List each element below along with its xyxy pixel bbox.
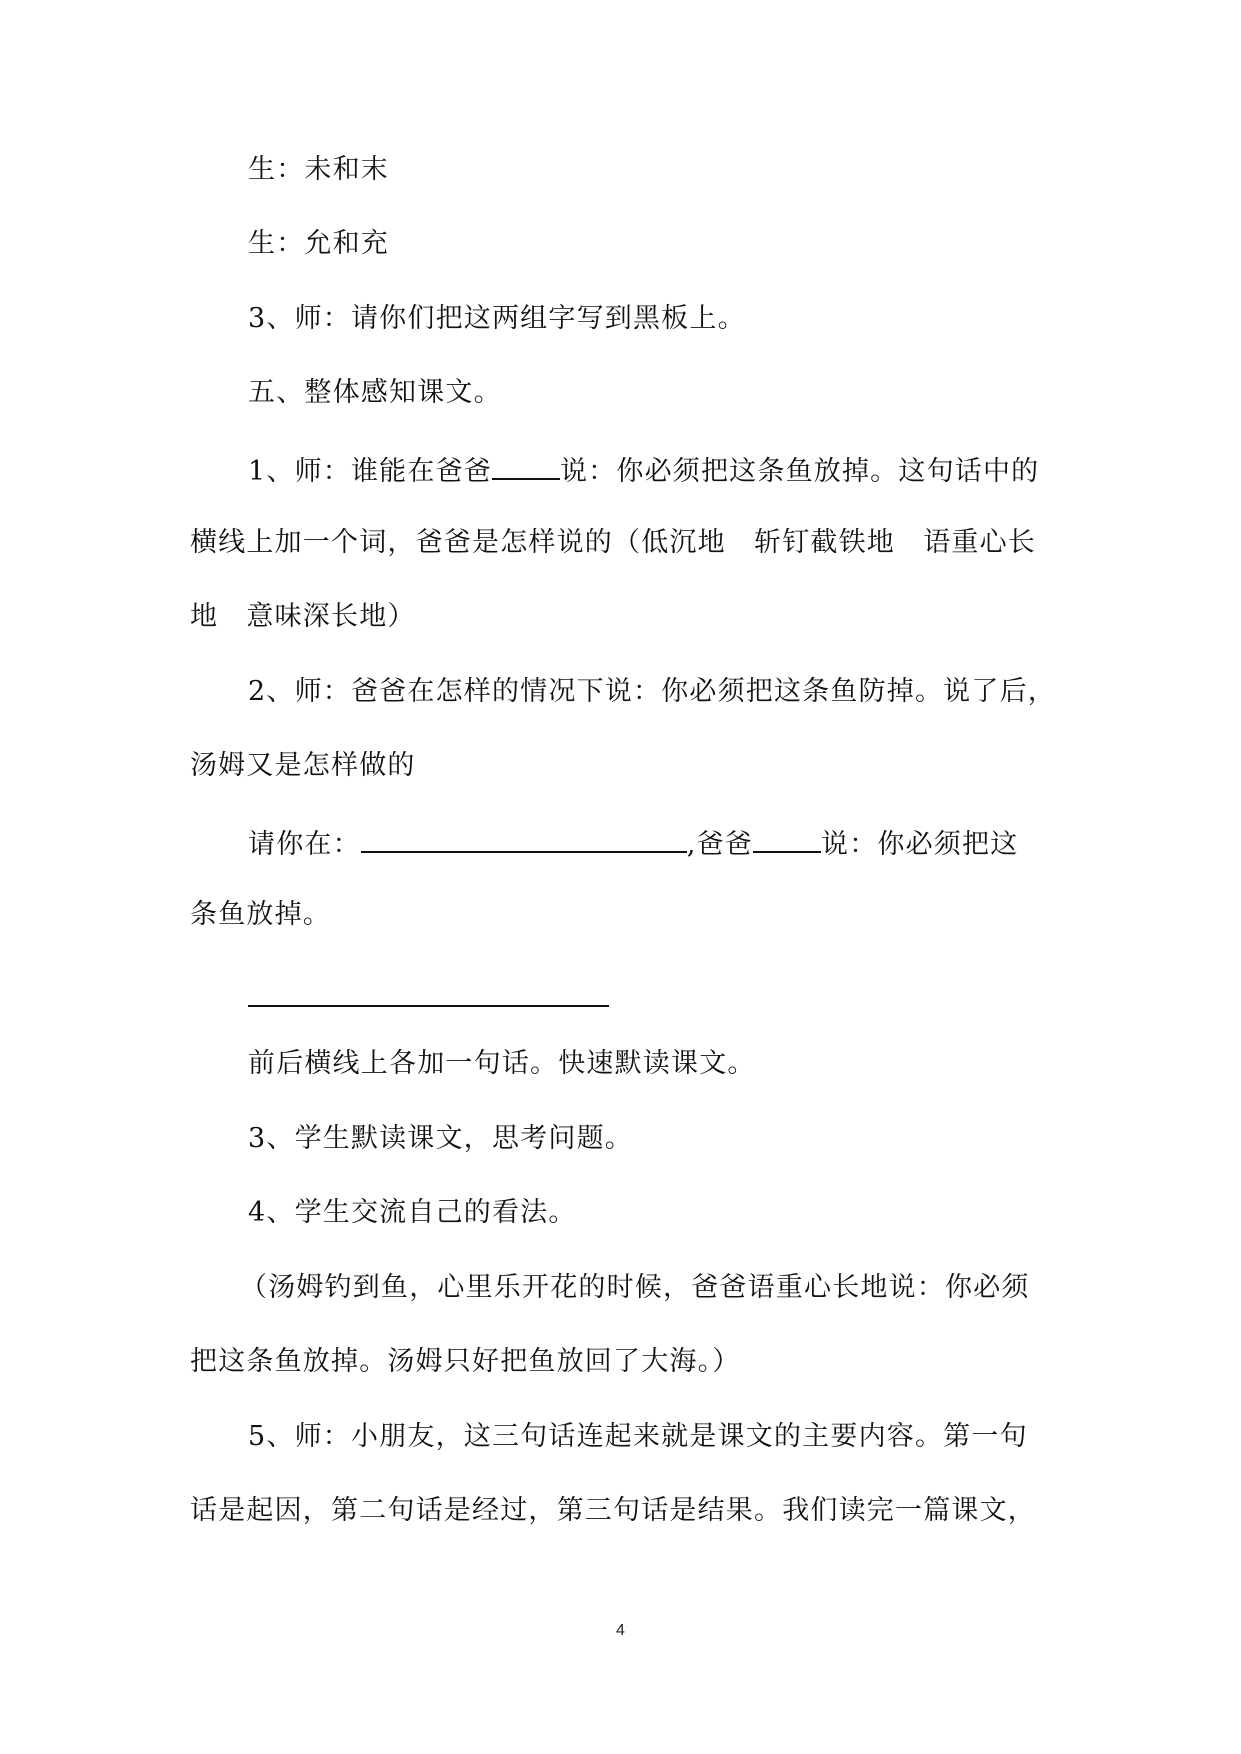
step-5-line-1: 5、师：小朋友，这三句话连起来就是课文的主要内容。第一句 [248, 1421, 1028, 1452]
fill-sentence-line-2: 条鱼放掉。 [190, 899, 331, 930]
teacher-instruction-3: 3、师：请你们把这两组字写到黑板上。 [248, 303, 746, 334]
question-1-line-3: 地 意味深长地） [190, 601, 416, 632]
step-3: 3、学生默读课文，思考问题。 [248, 1123, 633, 1154]
student-answer-1: 生：未和末 [248, 154, 389, 185]
question-1-line-2: 横线上加一个词，爸爸是怎样说的（低沉地 斩钉截铁地 语重心长 [190, 527, 1036, 558]
answer-summary-line-2: 把这条鱼放掉。汤姆只好把鱼放回了大海。） [190, 1346, 741, 1377]
step-5-line-2: 话是起因，第二句话是经过，第三句话是结果。我们读完一篇课文， [190, 1495, 1036, 1526]
question-2-line-1: 2、师：爸爸在怎样的情况下说：你必须把这条鱼防掉。说了后， [248, 676, 1056, 707]
fill-blank-long [361, 821, 687, 853]
student-answer-2: 生：允和充 [248, 228, 389, 259]
section-heading-5: 五、整体感知课文。 [248, 377, 502, 408]
question-2-line-2: 汤姆又是怎样做的 [190, 750, 416, 781]
question-1-text-a: 1、师：谁能在爸爸 [248, 456, 492, 487]
fill-sentence-text-c: 说：你必须把这 [821, 829, 1019, 860]
answer-summary-line-1: （汤姆钓到鱼，心里乐开花的时候，爸爸语重心长地说：你必须 [240, 1272, 1030, 1303]
step-4: 4、学生交流自己的看法。 [248, 1197, 577, 1228]
question-1-text-b: 说：你必须把这条鱼放掉。这句话中的 [559, 456, 1040, 487]
fill-sentence-text-b: ,爸爸 [686, 829, 753, 860]
instruction-read: 前后横线上各加一句话。快速默读课文。 [248, 1048, 756, 1079]
fill-blank [492, 448, 560, 480]
fill-blank-standalone [248, 1005, 609, 1007]
page-number: 4 [616, 1622, 625, 1639]
fill-sentence-text-a: 请你在： [248, 829, 361, 860]
question-1-line-1 [248, 448, 1039, 488]
fill-sentence-line-1 [248, 821, 1018, 861]
fill-blank-short [753, 821, 821, 853]
